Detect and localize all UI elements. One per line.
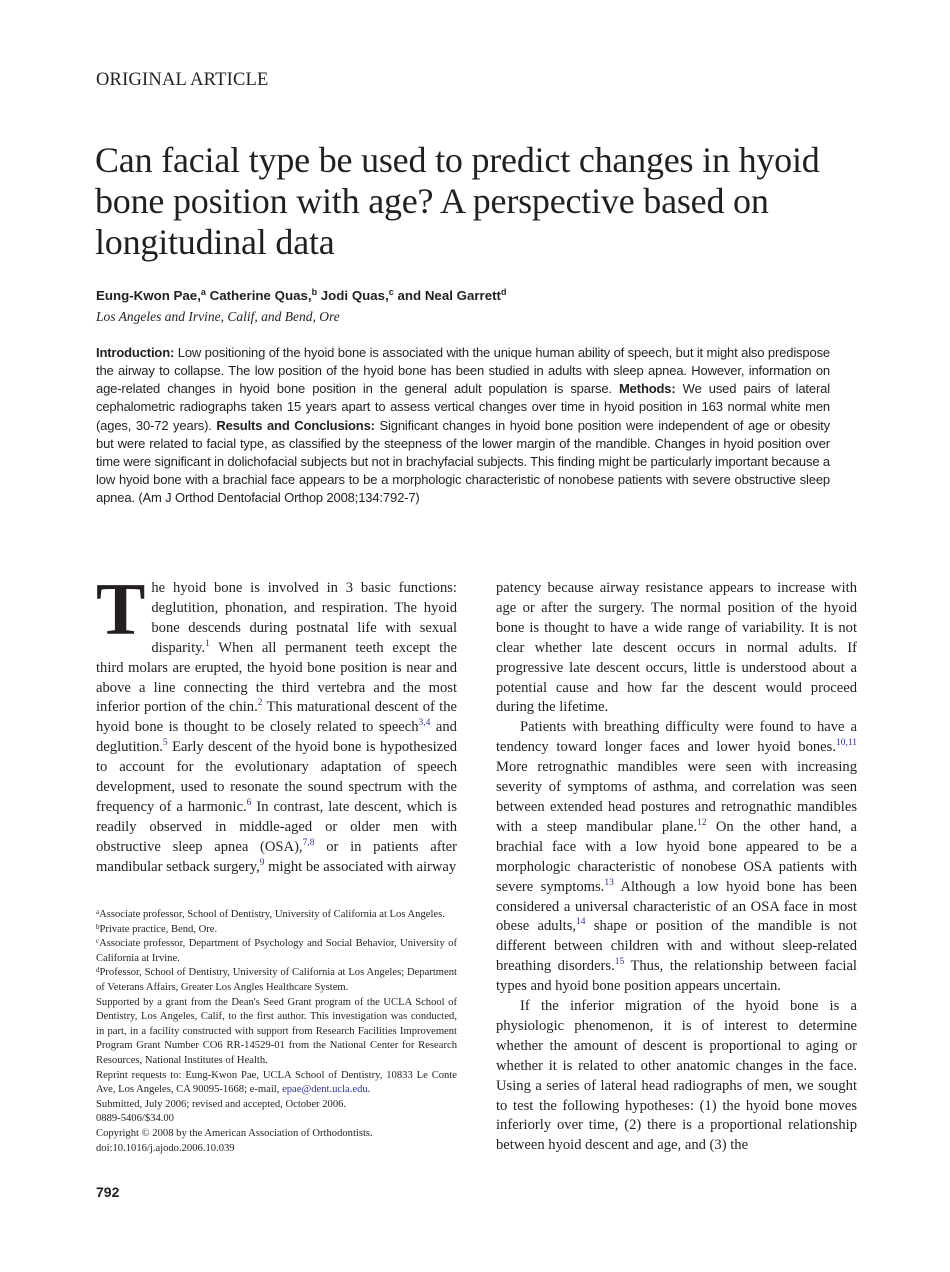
affiliation-mark: b: [311, 287, 318, 297]
footnote-a: [96, 908, 457, 923]
citation-link[interactable]: 3,4: [418, 718, 431, 729]
author-name: Catherine Quas,: [205, 288, 312, 303]
citation-link[interactable]: 13: [604, 877, 614, 888]
affiliation-mark: c: [388, 287, 394, 297]
abstract-methods-text: We used pairs of lateral cephalometric radiographs taken 15 years apart to assess vertical changes over time in hyoid position in 163 normal white men (ages, 30-72 years).: [96, 381, 830, 433]
body-text: This maturational descent of the hyoid bone is thought to be closely related to speech: [96, 699, 458, 736]
email-link[interactable]: epae@dent.ucla.edu: [282, 1084, 368, 1096]
author-name: Eung-Kwon Pae,: [96, 288, 201, 303]
issn-price: 0889-5406/$34.00: [96, 1113, 174, 1125]
doi: doi:10.1016/j.ajodo.2006.10.039: [96, 1142, 235, 1154]
footnote-text: Associate professor, Department of Psychology and Social Behavior, University of California at Irvine.: [96, 938, 457, 964]
footnotes: [96, 908, 457, 1156]
body-paragraph: [496, 718, 857, 997]
footnote-c: [96, 937, 457, 966]
abstract: [96, 344, 830, 507]
submission-dates: Submitted, July 2006; revised and accepted, October 2006.: [96, 1098, 347, 1110]
section-label: ORIGINAL ARTICLE: [96, 70, 269, 90]
body-text: or in patients after mandibular setback surgery,: [96, 838, 457, 875]
footnote-text: Private practice, Bend, Ore.: [99, 923, 218, 935]
drop-cap: T: [96, 569, 146, 651]
body-paragraph: patency because airway resistance appears to increase with age or after the surgery. The normal position of the hyoid bone is thought to have a wide range of variability. It is not clear whether late descent occurs in normal adults. If progressive late descent occurs, little is understood about a potential cause and how far the descent would proceed during the lifetime.: [496, 580, 857, 716]
body-text: he hyoid bone is involved in 3 basic functions: deglutition, phonation, and respiration. The hyoid bone descends during postnatal life with sexual disparity.: [151, 580, 457, 656]
citation-link[interactable]: 6: [246, 797, 252, 808]
reprint-text: Reprint requests to: Eung-Kwon Pae, UCLA School of Dentistry, 10833 Le Conte Ave, Los Angeles, CA 90095-1668; e-mail,: [96, 1069, 457, 1096]
abstract-results-label: Results and Conclusions:: [216, 417, 375, 433]
body-text: In contrast, late descent, which is readily observed in middle-aged or older men with obstructive sleep apnea (OSA),: [96, 798, 458, 855]
citation-link[interactable]: 9: [259, 857, 265, 868]
author-location: Los Angeles and Irvine, Calif, and Bend, Ore: [96, 309, 340, 324]
footnote-mark: b: [96, 922, 100, 931]
abstract-methods-label: Methods:: [619, 381, 676, 397]
citation-link[interactable]: 15: [614, 957, 625, 968]
citation-link[interactable]: 7,8: [302, 837, 315, 848]
citation-link[interactable]: 1: [205, 638, 210, 649]
affiliation-mark: d: [500, 287, 507, 297]
affiliation-mark: a: [200, 287, 206, 297]
abstract-intro-text: Low positioning of the hyoid bone is associated with the unique human ability of speech, but it might also predispose the airway to collapse. The low position of the hyoid bone has been studied in adults with sleep apnea. However, information on age-related changes in hyoid bone position in the general adult population is sparse.: [96, 345, 830, 397]
footnote-mark: a: [96, 908, 100, 916]
footnote-mark: c: [96, 937, 100, 946]
citation-link[interactable]: 14: [576, 917, 586, 928]
footnote-text: Professor, School of Dentistry, University of California at Los Angeles; Department of Veterans Affairs, Greater Los Angles Healthcare System.: [96, 967, 457, 993]
body-text: might be associated with airway: [264, 858, 457, 875]
abstract-intro-label: Introduction:: [96, 345, 175, 360]
page-number: 792: [96, 1184, 120, 1200]
copyright-notice: Copyright © 2008 by the American Association of Orthodontists.: [96, 1127, 373, 1139]
author-list: [96, 288, 506, 303]
citation-link[interactable]: 5: [162, 738, 168, 749]
body-text: Early descent of the hyoid bone is hypothesized to account for the evolutionary adaptation of speech development, used to resonate the sound spectrum with the frequency of a harmonic.: [96, 739, 457, 815]
citation-link[interactable]: 12: [697, 817, 707, 828]
citation-link[interactable]: 2: [257, 698, 263, 709]
reprint-note: [96, 1069, 457, 1098]
abstract-results-text: Significant changes in hyoid bone position were independent of age or obesity but were related to facial type, as classified by the steepness of the lower margin of the mandible. Changes in hyoid position over time were significant in dolichofacial subjects but not in brachyfacial subjects. This finding might be particularly important because a low hyoid bone with a brachial face appears to be a morphologic characteristic of nonobese patients with severe obstructive sleep apnea. (Am J Orthod Dentofacial Orthop 2008;134:792-7): [96, 417, 830, 506]
citation-link[interactable]: 10,11: [835, 738, 857, 749]
footnote-b: [96, 923, 457, 938]
body-text: Patients with breathing difficulty were found to have a tendency toward longer faces and lower hyoid bones.: [496, 719, 857, 756]
body-text: When all permanent teeth except the third molars are erupted, the hyoid bone position is near and above a line connecting the third vertebra and the most inferior portion of the chin.: [96, 639, 457, 716]
funding-note: Supported by a grant from the Dean's Seed Grant program of the UCLA School of Dentistry, Los Angeles, Calif, to the first author. This investigation was conducted, in part, in a facility constructed with support from Research Facilities Improvement Program Grant Number CO6 RR-14529-01 from the National Center for Research Resources, National Institutes of Health.: [96, 996, 457, 1066]
footnote-text: Associate professor, School of Dentistry, University of California at Los Angeles.: [99, 909, 445, 920]
body-column-left: [96, 569, 458, 878]
reprint-end: .: [367, 1084, 371, 1096]
author-name: and Neal Garrett: [393, 288, 501, 303]
body-paragraph: [96, 569, 458, 878]
body-text: and deglutition.: [96, 719, 457, 756]
body-text: Although a low hyoid bone has been considered a universal characteristic of an OSA face in most obese adults,: [496, 878, 857, 935]
footnote-d: [96, 966, 457, 995]
body-paragraph: If the inferior migration of the hyoid bone is a physiologic phenomenon, it is of interest to determine whether the amount of descent is proportional to aging or whether it is related to other anatomic changes in the face. Using a series of lateral head radiographs of men, we sought to test the following hypotheses: (1) the hyoid bone moves inferiorly over time, (2) there is a proportional relationship between hyoid descent and age, and (3) the: [496, 998, 857, 1154]
author-name: Jodi Quas,: [317, 288, 389, 303]
body-text: Thus, the relationship between facial types and hyoid bone position appears uncertain.: [496, 958, 857, 995]
article-title: Can facial type be used to predict changes in hyoid bone position with age? A perspective based on longitudinal data: [95, 140, 820, 262]
footnote-mark: d: [96, 966, 100, 975]
body-text: shape or position of the mandible is not different between children with and without sleep-related breathing disorders.: [496, 918, 858, 975]
body-column-right: [496, 579, 857, 1156]
body-text: On the other hand, a brachial face with a low hyoid bone appeared to be a morphologic characteristic of nonobese OSA patients with severe symptoms.: [496, 818, 858, 895]
body-text: More retrognathic mandibles were seen with increasing severity of symptoms of asthma, and correlation was seen between extended head postures and retrognathic mandibles with a steep mandibular plane.: [496, 759, 857, 835]
